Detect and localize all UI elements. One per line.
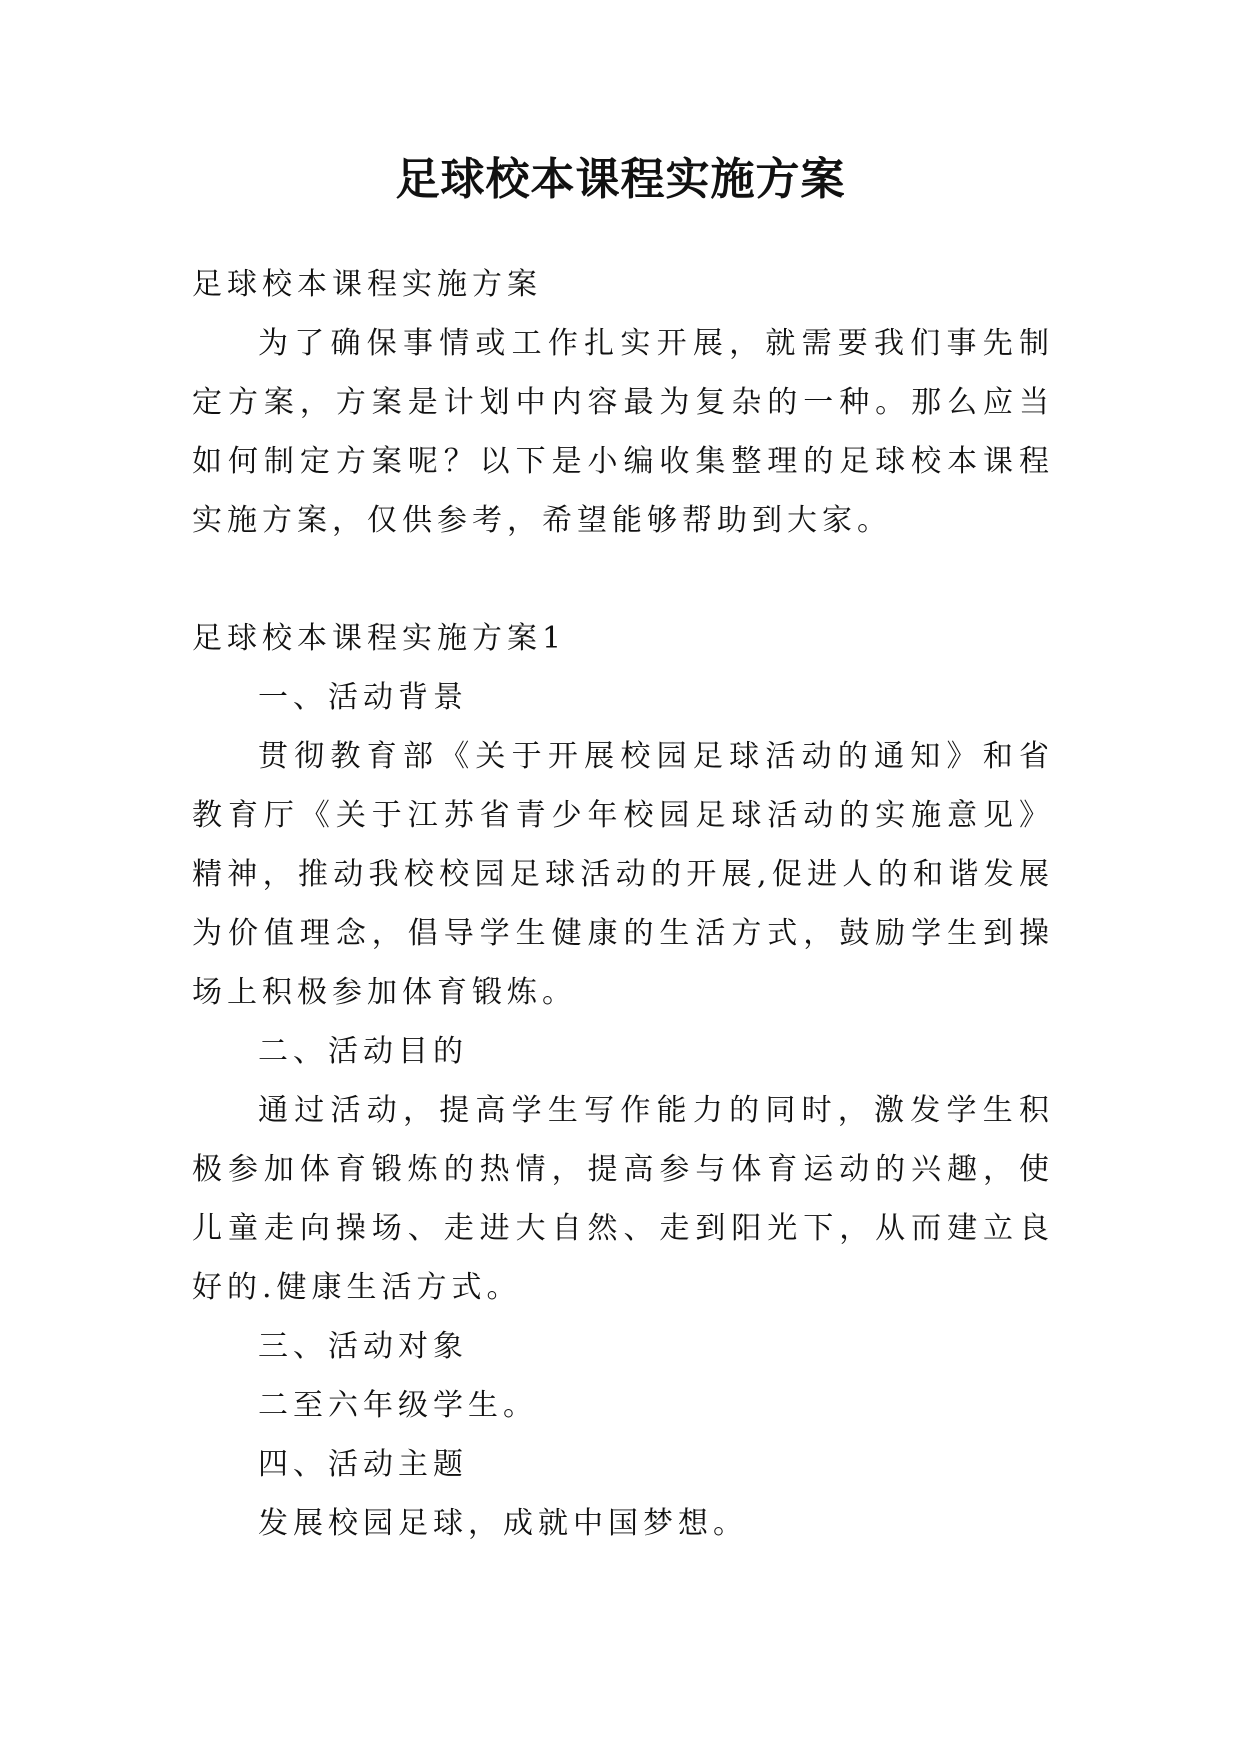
paragraph-target: 二至六年级学生。 bbox=[258, 1388, 538, 1423]
intro-heading: 足球校本课程实施方案 bbox=[192, 267, 542, 302]
document-body bbox=[192, 255, 1054, 1553]
subheading-purpose: 二、活动目的 bbox=[258, 1034, 468, 1069]
subheading-target: 三、活动对象 bbox=[258, 1329, 468, 1364]
section-heading: 足球校本课程实施方案1 bbox=[192, 621, 567, 656]
subheading-theme: 四、活动主题 bbox=[258, 1447, 468, 1482]
paragraph-theme: 发展校园足球，成就中国梦想。 bbox=[258, 1506, 748, 1541]
document-title: 足球校本课程实施方案 bbox=[395, 154, 846, 205]
subheading-background: 一、活动背景 bbox=[258, 680, 468, 715]
paragraph-purpose: 通过活动，提高学生写作能力的同时，激发学生积极参加体育锻炼的热情，提高参与体育运动的兴趣，使儿童走向操场、走进大自然、走到阳光下，从而建立良好的.健康生活方式。 bbox=[192, 1093, 1054, 1305]
intro-paragraph: 为了确保事情或工作扎实开展，就需要我们事先制定方案，方案是计划中内容最为复杂的一种。那么应当如何制定方案呢？以下是小编收集整理的足球校本课程实施方案，仅供参考，希望能够帮助到大家。 bbox=[192, 326, 1054, 538]
paragraph-background: 贯彻教育部《关于开展校园足球活动的通知》和省教育厅《关于江苏省青少年校园足球活动的实施意见》精神，推动我校校园足球活动的开展,促进人的和谐发展为价值理念，倡导学生健康的生活方式，鼓励学生到操场上积极参加体育锻炼。 bbox=[192, 739, 1054, 1010]
